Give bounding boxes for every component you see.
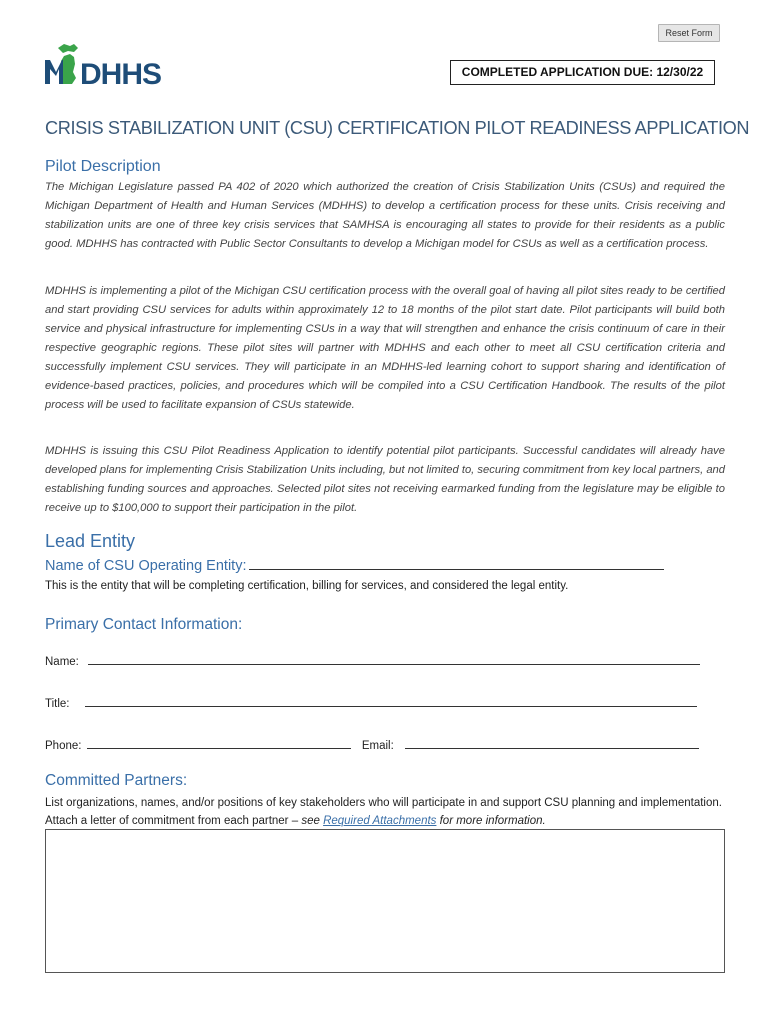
title-label: Title: xyxy=(45,698,70,710)
pilot-paragraph-1: The Michigan Legislature passed PA 402 of 2020 which authorized the creation of Crisis Stabilization Units (CSUs) and required the Michigan Department of Health and Human Services (MDHHS) to develop a certification process for these units. Crisis receiving and stabilization units are one of three key crisis services that SAMHSA is encouraging all states to provide for their residents as a public good. MDHHS has contracted with Public Sector Consultants to develop a Michigan model for CSUs as well as a certification process. xyxy=(45,181,725,250)
michigan-shape-icon xyxy=(58,44,78,53)
name-row xyxy=(45,653,700,668)
committed-partners-heading: Committed Partners: xyxy=(45,772,188,789)
phone-label: Phone: xyxy=(45,740,82,752)
email-label: Email: xyxy=(361,740,394,752)
name-field[interactable] xyxy=(88,653,700,665)
email-field[interactable] xyxy=(405,737,699,749)
primary-contact-heading: Primary Contact Information: xyxy=(45,616,243,633)
mdhhs-logo xyxy=(44,42,180,88)
required-attachments-link[interactable]: Required Attachments xyxy=(323,815,437,827)
entity-note: This is the entity that will be completing certification, billing for services, and considered the legal entity. xyxy=(45,580,569,592)
partners-note: List organizations, names, and/or positions of key stakeholders who will participate in and support CSU planning and implementation. Attach a letter of commitment from each partner – see Required Attachments for more information. xyxy=(45,797,722,827)
phone-field[interactable] xyxy=(87,737,351,749)
svg-text:DHHS: DHHS xyxy=(80,58,162,88)
pilot-description-heading: Pilot Description xyxy=(45,158,161,175)
name-label: Name: xyxy=(45,656,79,668)
page-title: CRISIS STABILIZATION UNIT (CSU) CERTIFICATION PILOT READINESS APPLICATION xyxy=(45,118,750,138)
pilot-paragraph-2: MDHHS is implementing a pilot of the Michigan CSU certification process with the overall goal of having all pilot sites ready to be certified and start providing CSU services for adults within approximately 12 to 18 months of the pilot start date. Pilot participants will build both service and physical infrastructure for implementing CSUs in a way that will strengthen and enhance the crisis continuum of care in their respective geographic regions. These pilot sites will partner with MDHHS and each other to meet all CSU certification criteria and successfully implement CSU services. They will participate in an MDHHS-led learning cohort to support sharing and identification of evidence-based practices, policies, and procedures which will be compiled into a CSU Certification Handbook. The results of the pilot process will be used to facilitate expansion of CSUs statewide. xyxy=(45,285,725,411)
committed-partners-textarea[interactable] xyxy=(45,829,725,973)
entity-name-row xyxy=(45,555,664,574)
reset-form-button[interactable]: Reset Form xyxy=(658,24,720,42)
pilot-paragraph-3: MDHHS is issuing this CSU Pilot Readiness Application to identify potential pilot participants. Successful candidates will already have developed plans for implementing Crisis Stabilization Units including, but not limited to, securing commitment from key local partners, and establishing funding sources and approaches. Selected pilot sites not receiving earmarked funding from the legislature may be eligible to receive up to $100,000 to support their participation in the pilot. xyxy=(45,445,725,514)
due-date-box: COMPLETED APPLICATION DUE: 12/30/22 xyxy=(450,60,715,85)
entity-name-field[interactable] xyxy=(249,555,664,570)
phone-email-row xyxy=(45,737,705,752)
entity-name-label: Name of CSU Operating Entity: xyxy=(45,558,247,574)
title-row xyxy=(45,695,697,710)
title-field[interactable] xyxy=(85,695,697,707)
lead-entity-heading: Lead Entity xyxy=(45,531,136,551)
